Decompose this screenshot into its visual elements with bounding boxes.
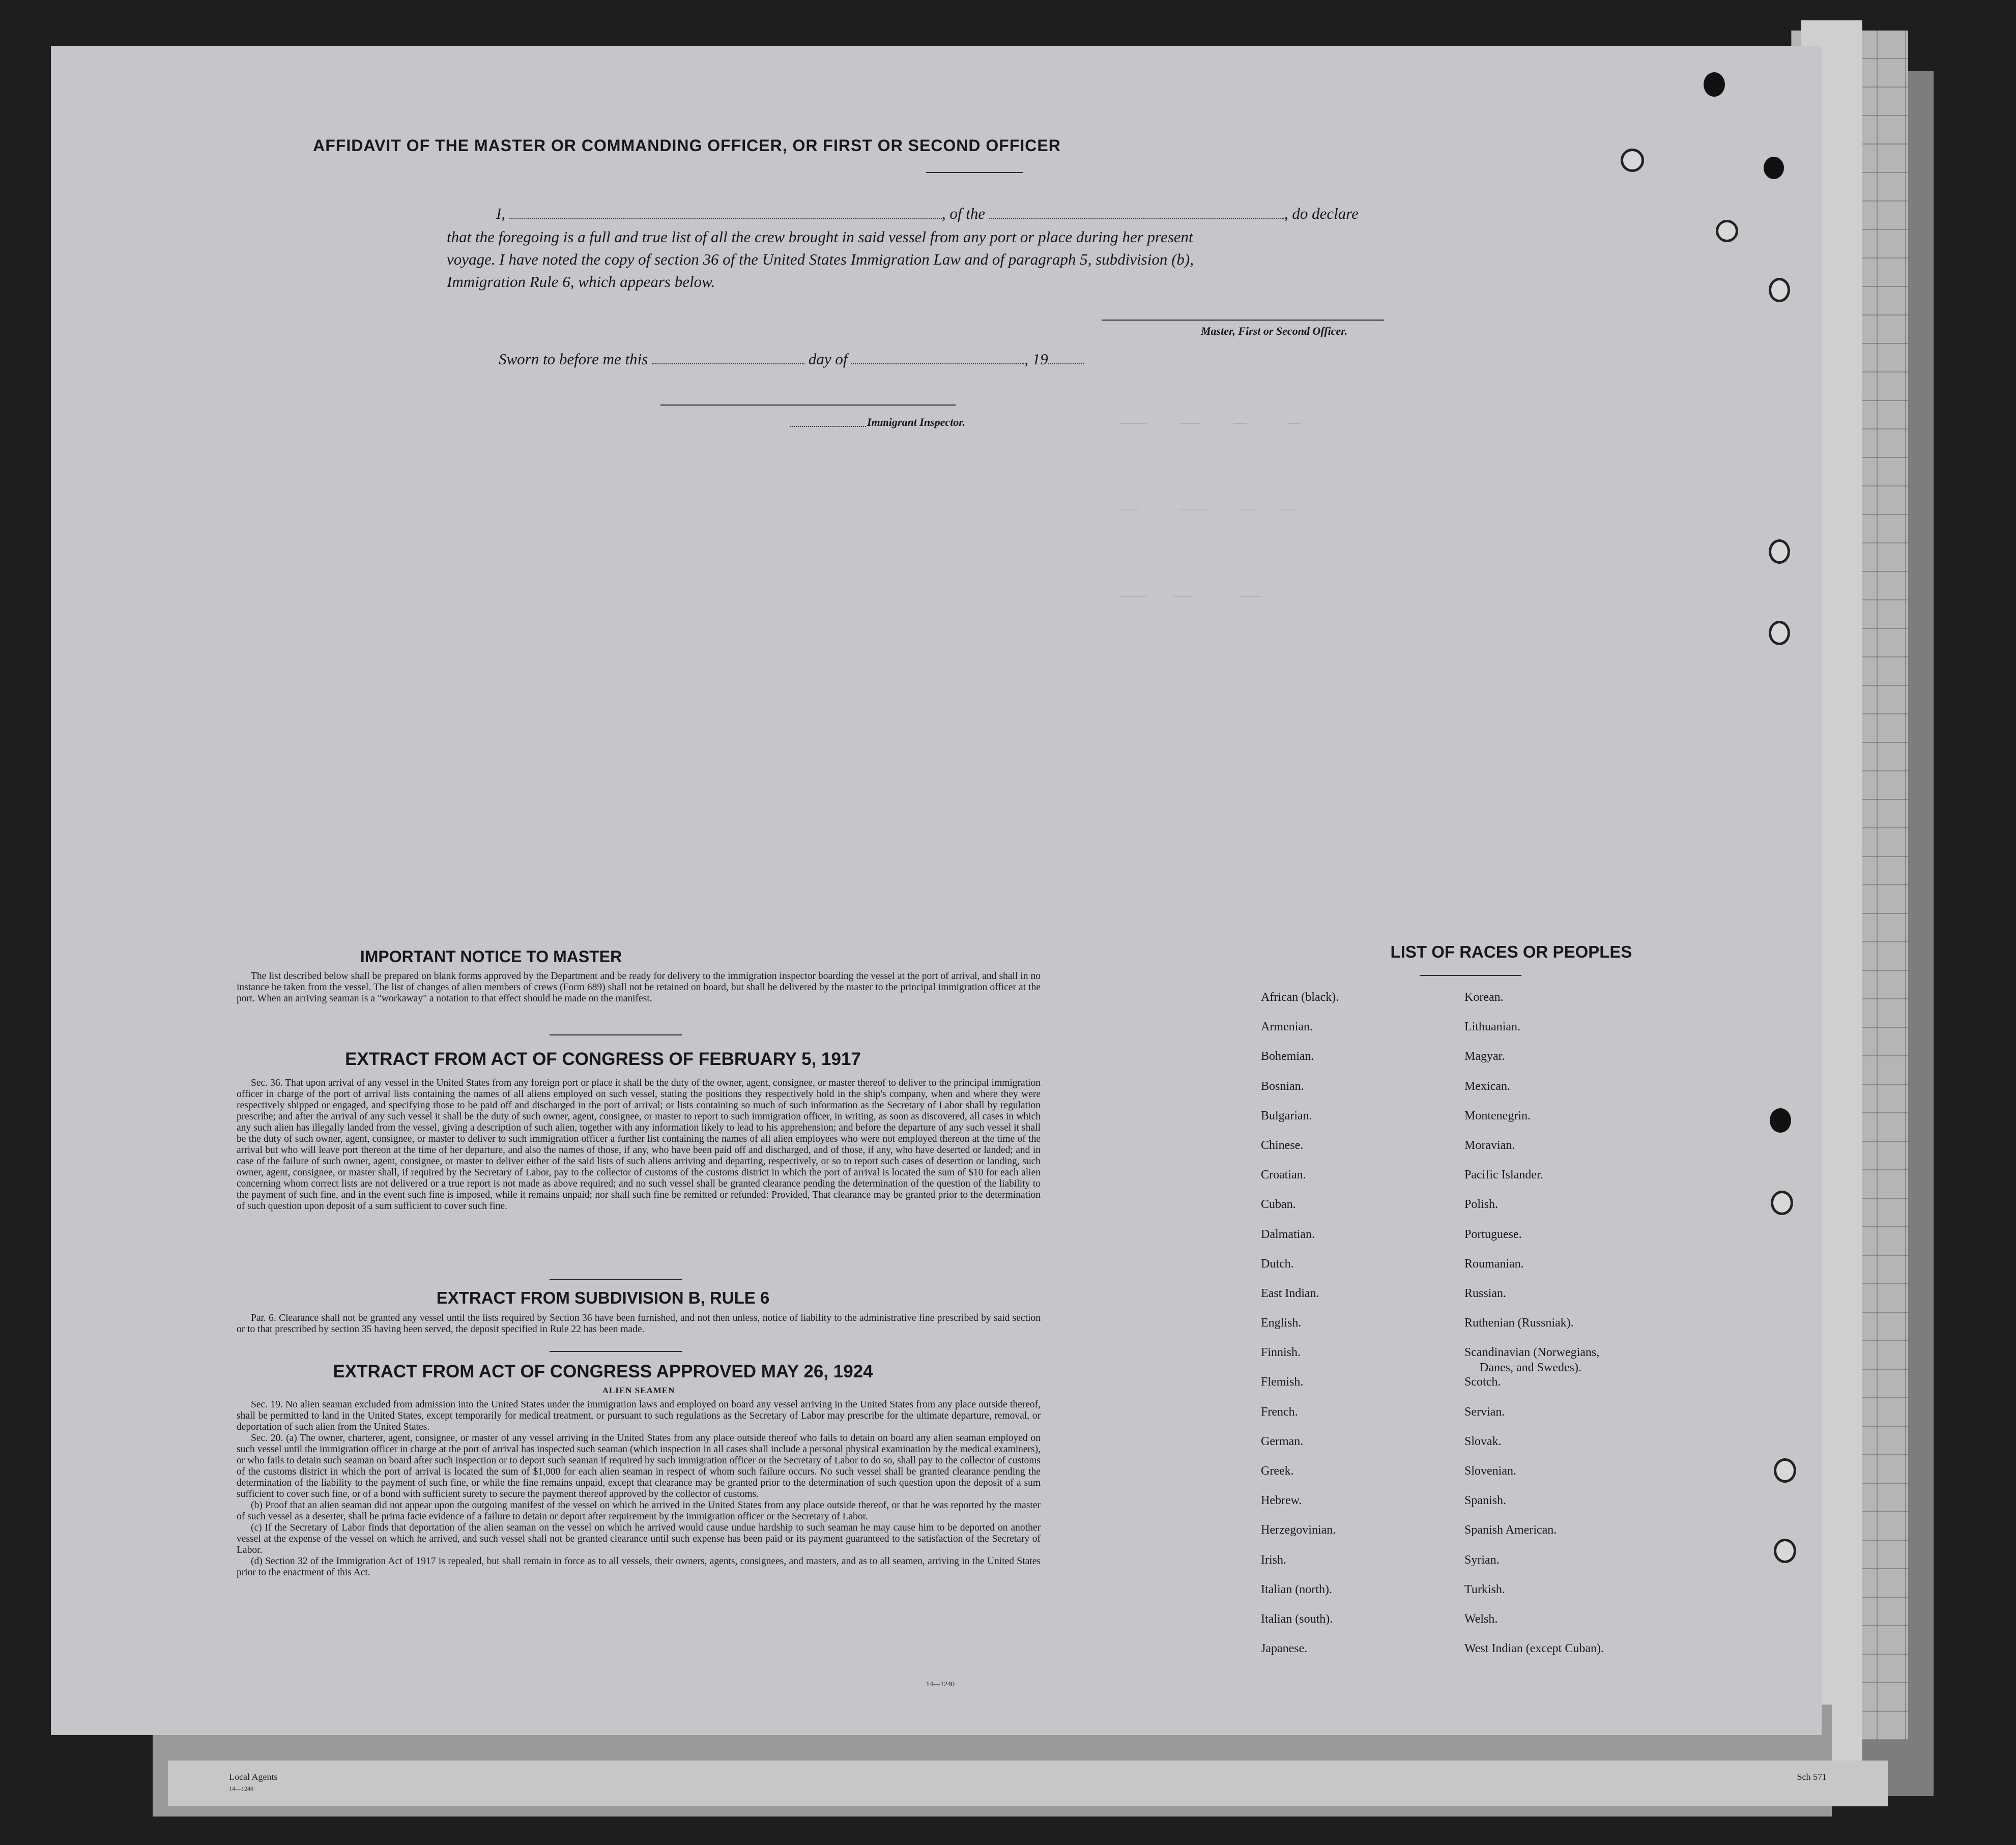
punch-hole [1769, 278, 1790, 302]
affidavit-line-4: Immigration Rule 6, which appears below. [447, 273, 715, 291]
race-item: Scandinavian (Norwegians, [1464, 1346, 1600, 1360]
punch-hole [1771, 1191, 1793, 1215]
race-item: Mexican. [1464, 1079, 1510, 1093]
affidavit-title: AFFIDAVIT OF THE MASTER OR COMMANDING OFFICER, OR FIRST OR SECOND OFFICER [313, 136, 1061, 155]
race-item: Roumanian. [1464, 1257, 1524, 1271]
race-item: Korean. [1464, 991, 1504, 1004]
race-item: Dutch. [1261, 1257, 1294, 1271]
alien-seamen-subtitle: ALIEN SEAMEN [602, 1386, 675, 1395]
master-label: Master, First or Second Officer. [1201, 325, 1348, 337]
race-item: Spanish American. [1464, 1523, 1557, 1537]
rule6-paragraph: Par. 6. Clearance shall not be granted any vessel until the lists required by Section 36 have been furnished, and not then unless, notice of liability to the administrative fine prescribed by said section or to that prescribed by section 35 having been served, the deposit specified in Rule 22 has been made. [237, 1313, 1041, 1335]
race-item: East Indian. [1261, 1286, 1319, 1300]
races-title: LIST OF RACES OR PEOPLES [1390, 942, 1632, 961]
race-item: Bosnian. [1261, 1079, 1304, 1093]
master-signature-line [1102, 320, 1384, 321]
race-item: Hebrew. [1261, 1494, 1302, 1508]
extract-1924-body [237, 1382, 1041, 1578]
races-rule [1420, 975, 1521, 976]
rule6-body [237, 1313, 1041, 1335]
bottom-page-strip [168, 1761, 1888, 1806]
affidavit-i: I, [496, 205, 506, 222]
affidavit-of-the: , of the [941, 205, 986, 222]
sworn-prefix: Sworn to before me this [499, 350, 648, 368]
inspector-signature-line [660, 405, 956, 406]
race-item: West Indian (except Cuban). [1464, 1642, 1604, 1656]
sworn-line [499, 350, 1084, 368]
footer-local-agents: Local Agents [229, 1772, 278, 1782]
race-item: Danes, and Swedes). [1480, 1361, 1581, 1375]
race-item: Syrian. [1464, 1553, 1500, 1567]
race-item: Herzegovinian. [1261, 1523, 1336, 1537]
punch-hole [1774, 1539, 1796, 1563]
race-item: French. [1261, 1405, 1298, 1419]
notice-paragraph: The list described below shall be prepared on blank forms approved by the Department and be ready for delivery to the immigration inspector boarding the vessel at the port of arrival, and shall in no instance be taken from the vessel. The list of changes of alien members of crews (Form 689) shall not be retained on board, but shall be delivered by the master to the principal immigration officer at the port. When an arriving seaman is a "workaway" a notation to that effect should be made on the manifest. [237, 971, 1041, 1004]
sworn-day-blank [652, 351, 804, 364]
notice-body [237, 971, 1041, 1004]
punch-hole [1769, 539, 1790, 564]
race-item: German. [1261, 1434, 1304, 1448]
sworn-month-blank [851, 351, 1024, 364]
extract-1924-title: EXTRACT FROM ACT OF CONGRESS APPROVED MAY 26, 1924 [333, 1362, 873, 1381]
punch-hole [1704, 72, 1725, 97]
affidavit-declare: , do declare [1284, 205, 1359, 222]
race-item: Dalmatian. [1261, 1227, 1315, 1241]
sworn-day-of: day of [808, 350, 848, 368]
notice-rule [550, 1034, 682, 1035]
sec-19-paragraph: Sec. 19. No alien seaman excluded from admission into the United States under the immigration laws and employed on board any vessel arriving in the United States from any place outside thereof, shall be permitted to land in the United States, except temporarily for medical treatment, or pursuant to such regulations as the Secretary of Labor may prescribe for the ultimate departure, removal, or deportation of such alien from the United States. [237, 1399, 1041, 1432]
race-item: Moravian. [1464, 1138, 1515, 1152]
footer-form-number: 14—1240 [229, 1785, 253, 1792]
race-item: Montenegrin. [1464, 1109, 1531, 1122]
punch-hole [1769, 621, 1790, 645]
race-item: Spanish. [1464, 1494, 1507, 1508]
sworn-year: , 19 [1024, 350, 1048, 368]
extract-1917-rule [550, 1279, 682, 1280]
races-right-column [1464, 991, 1604, 1672]
title-rule [926, 172, 1023, 173]
punch-hole [1774, 1458, 1796, 1483]
affidavit-line-1 [496, 205, 1359, 223]
race-item: African (black). [1261, 991, 1339, 1004]
race-item: Slovak. [1464, 1434, 1502, 1448]
extract-1917-paragraph: Sec. 36. That upon arrival of any vessel in the United States from any foreign port or place it shall be the duty of the owner, agent, consignee, or master thereof to deliver to the principal immigration officer in charge of the port of arrival lists containing the names of all aliens employed on such vessel, stating the positions they respectively hold in the ship's company, when and where they were respectively shipped or engaged, and specifying those to be paid off and discharged in the port of arrival; or lists containing so much of such information as the Secretary of Labor shall by regulation prescribe; and after the arrival of any such vessel it shall be the duty of such owner, agent, consignee, or master to report to such immigration officer, in writing, as soon as discovered, all cases in which any such alien has illegally landed from the vessel, giving a description of such alien, together with any information likely to lead to his apprehension; and before the departure of any such vessel it shall be the duty of such owner, agent, consignee, or master to deliver to such immigration officer a further list containing the names of all alien employees who were not employed thereon at the time of the arrival but who will leave port thereon at the time of her departure, and also the names of those, if any, who have been paid off and discharged, and of those, if any, who have deserted or landed; and in case of the failure of such owner, agent, consignee, or master to deliver either of the said lists of such aliens arriving and departing, respectively, or so to report such cases of desertion or landing, such owner, agent, consignee, or master shall, if required by the Secretary of Labor, pay to the collector of customs of the customs district in which the port of arrival is located the sum of $10 for each alien concerning whom correct lists are not delivered or a true report is not made as above required; and no such vessel shall be granted clearance pending the determination of the question of the liability to the payment of such fine, and in the event such fine is imposed, while it remains unpaid; nor shall such fine be remitted or refunded: Provided, That clearance may be granted prior to the determination of such question upon deposit of a sum sufficient to cover such fine. [237, 1078, 1041, 1212]
race-item: Flemish. [1261, 1375, 1304, 1389]
sec-20a-paragraph: Sec. 20. (a) The owner, charterer, agent, consignee, or master of any vessel arriving in the United States from any place outside thereof who fails to detain on board any alien seaman employed on such vessel until the immigration officer in charge at the port of arrival has inspected such seaman (which inspection in all cases shall include a personal physical examination by the medical examiners), or who fails to detain such seaman on board after such inspection or to deport such seaman if required by such immigration officer or the Secretary of Labor to do so, shall pay to the collector of customs of the customs district in which the port of arrival is located the sum of $1,000 for each alien seaman in respect of whom such failure occurs. No such vessel shall be granted clearance pending the determination of the liability to the payment of such fine, or while the fine remains unpaid, except that clearance may be granted prior to the determination of such question upon the deposit of a sum sufficient to cover such fine, or of a bond with sufficient surety to secure the payment thereof approved by the collector of customs. [237, 1433, 1041, 1500]
extract-1917-title: EXTRACT FROM ACT OF CONGRESS OF FEBRUARY 5, 1917 [345, 1049, 861, 1069]
punch-hole [1764, 157, 1784, 179]
race-item: Servian. [1464, 1405, 1505, 1419]
race-item: Cuban. [1261, 1198, 1296, 1212]
name-blank [509, 206, 942, 219]
sec-20c-paragraph: (c) If the Secretary of Labor finds that deportation of the alien seaman on the vessel on which he arrived would cause undue hardship to such seaman he may cause him to be deported on another vessel at the expense of the vessel on which he arrived, and such vessel shall not be granted clearance until such expense has been paid or its payment guaranteed to the satisfaction of the Secretary of Labor. [237, 1522, 1041, 1555]
vessel-blank [989, 206, 1284, 219]
document-page [51, 46, 1822, 1735]
race-item: Greek. [1261, 1464, 1294, 1478]
rule6-rule [550, 1351, 682, 1352]
bleed-through: ———— ——— —— —— [1119, 417, 1301, 430]
race-item: English. [1261, 1316, 1302, 1330]
sec-20d-paragraph: (d) Section 32 of the Immigration Act of 1917 is repealed, but shall remain in force as to all vessels, their owners, agents, consignees, and masters, and as to all seamen, arriving in the United States prior to the enactment of this Act. [237, 1556, 1041, 1578]
race-item: Irish. [1261, 1553, 1286, 1567]
races-left-column [1261, 991, 1339, 1672]
footer-right: Sch 571 [1797, 1772, 1827, 1782]
race-item: Scotch. [1464, 1375, 1501, 1389]
race-item: Bulgarian. [1261, 1109, 1312, 1122]
race-item: Japanese. [1261, 1642, 1308, 1656]
punch-hole [1770, 1108, 1791, 1133]
form-number: 14—1240 [926, 1681, 955, 1688]
race-item: Chinese. [1261, 1138, 1304, 1152]
punch-hole [1716, 220, 1738, 242]
bleed-through: ———— ——— ——— [1119, 590, 1261, 603]
extract-1917-body [237, 1078, 1041, 1212]
race-item: Bohemian. [1261, 1050, 1314, 1063]
affidavit-line-3: voyage. I have noted the copy of section 36 of the United States Immigration Law and of paragraph 5, subdivision (b), [447, 250, 1194, 268]
race-item: Turkish. [1464, 1582, 1505, 1596]
notice-title: IMPORTANT NOTICE TO MASTER [360, 947, 622, 966]
race-item: Lithuanian. [1464, 1020, 1520, 1034]
race-item: Russian. [1464, 1286, 1507, 1300]
race-item: Ruthenian (Russniak). [1464, 1316, 1574, 1330]
punch-hole [1621, 149, 1644, 172]
race-item: Finnish. [1261, 1346, 1301, 1360]
race-item: Armenian. [1261, 1020, 1313, 1034]
affidavit-line-2: that the foregoing is a full and true list of all the crew brought in said vessel from any port or place during her present [447, 228, 1193, 246]
bleed-through: ——— ———— —— —— [1119, 504, 1294, 516]
sworn-year-blank [1048, 351, 1084, 364]
inspector-label: Immigrant Inspector. [867, 416, 966, 428]
rule6-title: EXTRACT FROM SUBDIVISION B, RULE 6 [436, 1288, 770, 1307]
race-item: Croatian. [1261, 1168, 1306, 1182]
race-item: Welsh. [1464, 1612, 1498, 1626]
inspector-dots [790, 426, 866, 427]
race-item: Slovenian. [1464, 1464, 1516, 1478]
race-item: Italian (south). [1261, 1612, 1333, 1626]
race-item: Magyar. [1464, 1050, 1505, 1063]
sec-20b-paragraph: (b) Proof that an alien seaman did not appear upon the outgoing manifest of the vessel on which he arrived in the United States from any place outside thereof, or that he was reported by the master of such vessel as a deserter, shall be prima facie evidence of a failure to detain or deport after requirement by the immigration officer or the Secretary of Labor. [237, 1500, 1041, 1522]
race-item: Polish. [1464, 1198, 1499, 1212]
footer-left [229, 1772, 277, 1793]
race-item: Pacific Islander. [1464, 1168, 1543, 1182]
race-item: Portuguese. [1464, 1227, 1522, 1241]
race-item: Italian (north). [1261, 1582, 1332, 1596]
